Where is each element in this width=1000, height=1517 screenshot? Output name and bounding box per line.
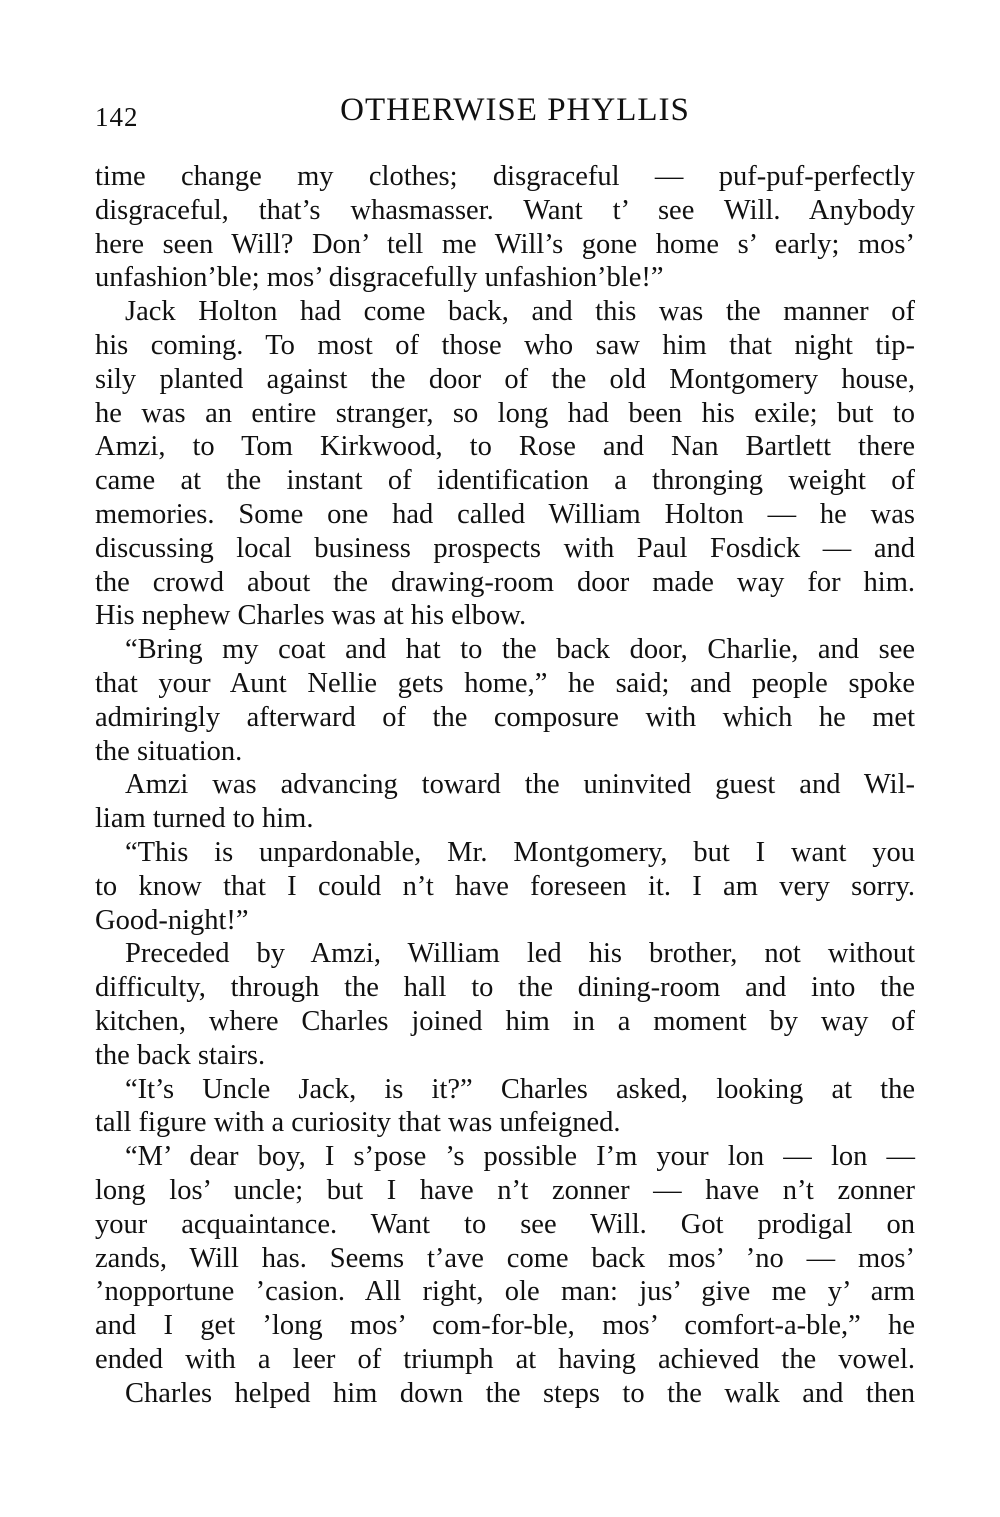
- text-line: sily planted against the door of the old Montgomery house,: [95, 363, 915, 395]
- text-line: Amzi, to Tom Kirkwood, to Rose and Nan Bartlett there: [95, 431, 915, 463]
- text-line: here seen Will? Don’ tell me Will’s gone home s’ early; mos’: [95, 228, 915, 260]
- text-line: “M’ dear boy, I s’pose ’s possible I’m your lon — lon —: [125, 1141, 915, 1173]
- text-line: he was an entire stranger, so long had been his exile; but to: [95, 397, 915, 429]
- text-line: zands, Will has. Seems t’ave come back mos’ ’no — mos’: [95, 1242, 915, 1274]
- text-line: discussing local business prospects with Paul Fosdick — and: [95, 532, 915, 564]
- text-line: “It’s Uncle Jack, is it?” Charles asked, looking at the: [125, 1073, 915, 1105]
- text-line: long los’ uncle; but I have n’t zonner — have n’t zonner: [95, 1174, 915, 1206]
- text-line: Jack Holton had come back, and this was the manner of: [125, 296, 915, 328]
- page-header: [95, 92, 915, 142]
- text-line: unfashion’ble; mos’ disgracefully unfashion’ble!”: [95, 262, 664, 294]
- text-line: “Bring my coat and hat to the back door, Charlie, and see: [125, 634, 915, 666]
- text-line: “This is unpardonable, Mr. Montgomery, but I want you: [125, 836, 915, 868]
- text-line: his coming. To most of those who saw him that night tip-: [95, 329, 915, 361]
- text-line: ended with a leer of triumph at having achieved the vowel.: [95, 1343, 915, 1375]
- text-line: tall figure with a curiosity that was unfeigned.: [95, 1107, 621, 1139]
- text-line: Good-night!”: [95, 904, 249, 936]
- text-line: Preceded by Amzi, William led his brother, not without: [125, 938, 915, 970]
- text-line: Charles helped him down the steps to the walk and then: [125, 1377, 915, 1409]
- text-line: His nephew Charles was at his elbow.: [95, 600, 527, 632]
- page-number: 142: [95, 102, 139, 132]
- text-line: disgraceful, that’s whasmasser. Want t’ see Will. Anybody: [95, 194, 915, 226]
- text-line: to know that I could n’t have foreseen it. I am very sorry.: [95, 870, 915, 902]
- running-title: OTHERWISE PHYLLIS: [340, 92, 690, 128]
- text-line: ’nopportune ’casion. All right, ole man: jus’ give me y’ arm: [95, 1276, 915, 1308]
- text-line: came at the instant of identification a thronging weight of: [95, 465, 915, 497]
- text-line: that your Aunt Nellie gets home,” he said; and people spoke: [95, 667, 915, 699]
- text-line: memories. Some one had called William Holton — he was: [95, 498, 915, 530]
- text-line: Amzi was advancing toward the uninvited guest and Wil-: [125, 769, 915, 801]
- text-line: the crowd about the drawing-room door made way for him.: [95, 566, 915, 598]
- text-line: your acquaintance. Want to see Will. Got prodigal on: [95, 1208, 915, 1240]
- body-text: [95, 160, 915, 1410]
- text-line: the situation.: [95, 735, 243, 767]
- text-line: the back stairs.: [95, 1039, 266, 1071]
- text-line: kitchen, where Charles joined him in a moment by way of: [95, 1005, 915, 1037]
- text-line: and I get ’long mos’ com-for-ble, mos’ comfort-a-ble,” he: [95, 1310, 915, 1342]
- text-line: difficulty, through the hall to the dining-room and into the: [95, 972, 915, 1004]
- text-line: time change my clothes; disgraceful — puf-puf-perfectly: [95, 161, 915, 192]
- text-line: admiringly afterward of the composure with which he met: [95, 701, 915, 733]
- text-line: liam turned to him.: [95, 803, 314, 835]
